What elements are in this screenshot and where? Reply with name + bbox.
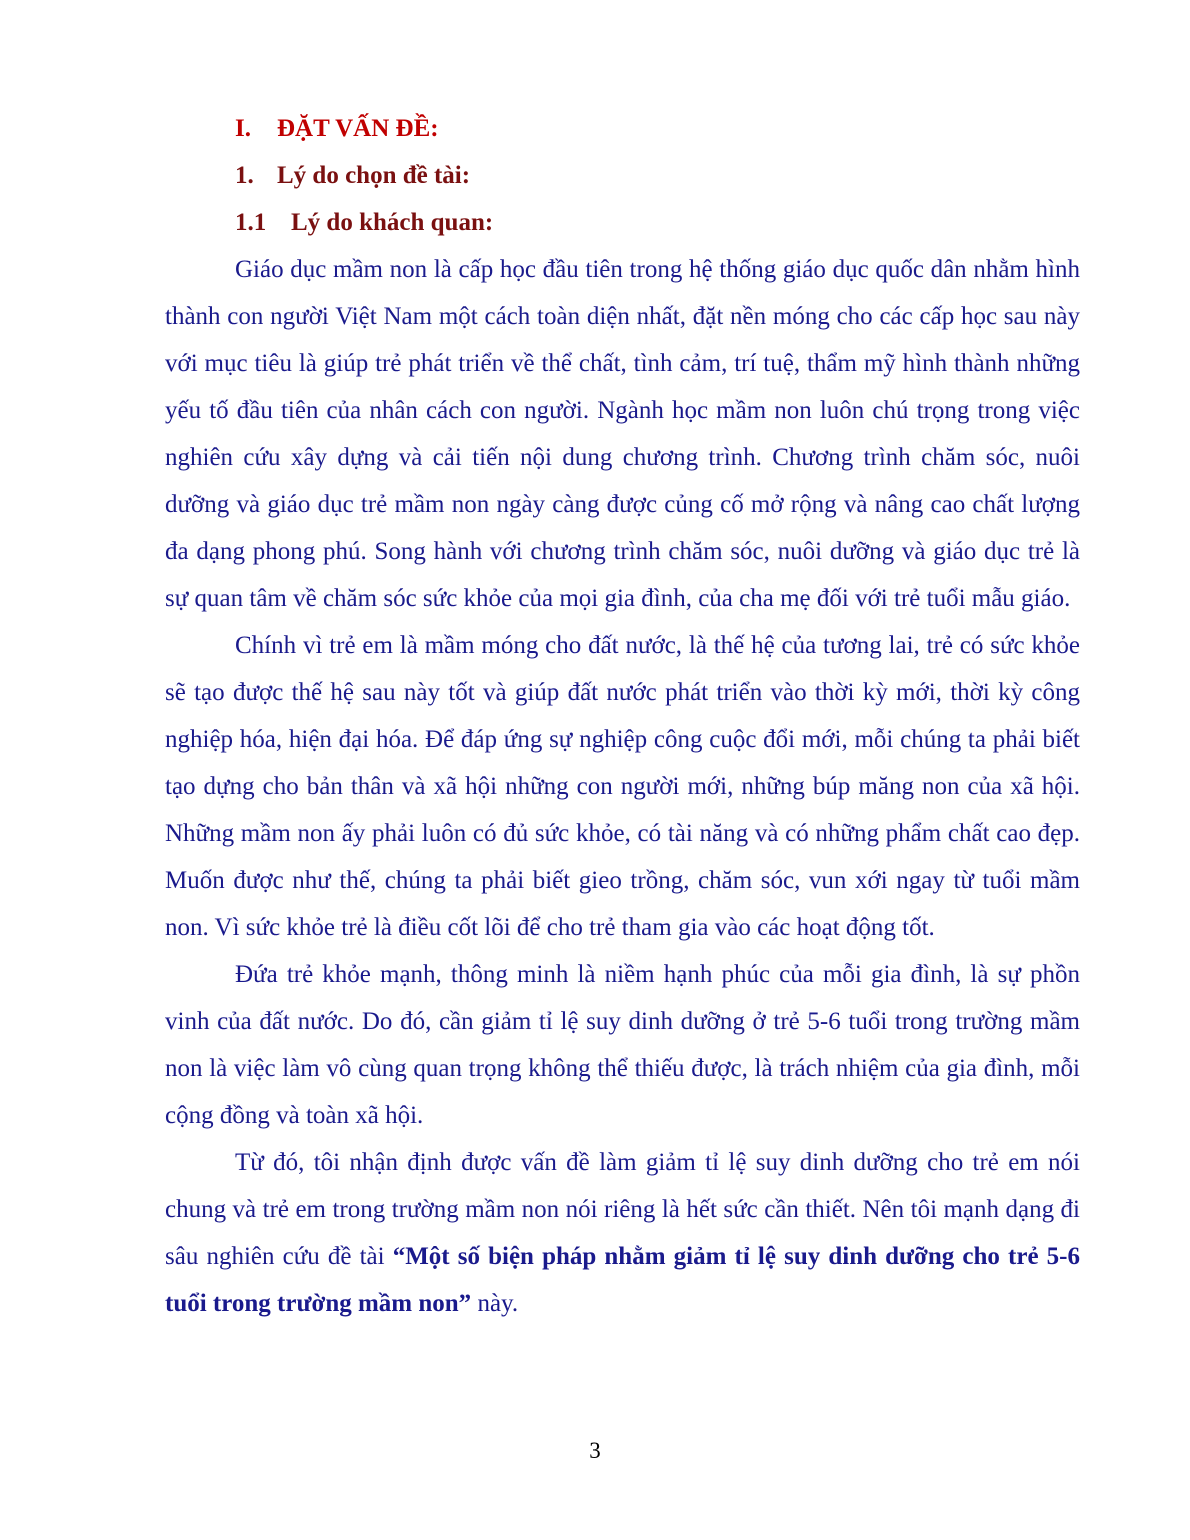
paragraph-3: Đứa trẻ khỏe mạnh, thông minh là niềm hạnh phúc của mỗi gia đình, là sự phồn vinh của đất nước. Do đó, cần giảm tỉ lệ suy dinh dưỡng ở trẻ 5-6 tuổi trong trường mầm non là việc làm vô cùng quan trọng không thể thiếu được, là trách nhiệm của gia đình, mỗi cộng đồng và toàn xã hội.: [165, 961, 1080, 1129]
paragraph-4-ending: này.: [471, 1290, 519, 1317]
section-heading: [165, 105, 1080, 152]
paragraph-4: [165, 1139, 1080, 1327]
subsection-heading: [165, 152, 1080, 199]
paragraph-1: Giáo dục mầm non là cấp học đầu tiên trong hệ thống giáo dục quốc dân nhằm hình thành con người Việt Nam một cách toàn diện nhất, đặt nền móng cho các cấp học sau này với mục tiêu là giúp trẻ phát triển về thể chất, tình cảm, trí tuệ, thẩm mỹ hình thành những yếu tố đầu tiên của nhân cách con người. Ngành học mầm non luôn chú trọng trong việc nghiên cứu xây dựng và cải tiến nội dung chương trình. Chương trình chăm sóc, nuôi dưỡng và giáo dục trẻ mầm non ngày càng được củng cố mở rộng và nâng cao chất lượng đa dạng phong phú. Song hành với chương trình chăm sóc, nuôi dưỡng và giáo dục trẻ là sự quan tâm về chăm sóc sức khỏe của mọi gia đình, của cha mẹ đối với trẻ tuổi mẫu giáo.: [165, 256, 1080, 612]
page-number: 3: [589, 1438, 601, 1463]
paragraph-2: Chính vì trẻ em là mầm móng cho đất nước, là thế hệ của tương lai, trẻ có sức khỏe sẽ tạo được thế hệ sau này tốt và giúp đất nước phát triển vào thời kỳ mới, thời kỳ công nghiệp hóa, hiện đại hóa. Để đáp ứng sự nghiệp công cuộc đổi mới, mỗi chúng ta phải biết tạo dựng cho bản thân và xã hội những con người mới, những búp măng non của xã hội. Những mầm non ấy phải luôn có đủ sức khỏe, có tài năng và có những phẩm chất cao đẹp. Muốn được như thế, chúng ta phải biết gieo trồng, chăm sóc, vun xới ngay từ tuổi mầm non. Vì sức khỏe trẻ là điều cốt lõi để cho trẻ tham gia vào các hoạt động tốt.: [165, 632, 1080, 941]
subsection-heading-text: Lý do chọn đề tài:: [277, 162, 471, 189]
subsubsection-heading-number: 1.1: [235, 209, 267, 236]
section-heading-text: ĐẶT VẤN ĐỀ:: [277, 115, 439, 142]
subsubsection-heading: [165, 199, 1080, 246]
subsection-heading-number: 1.: [235, 162, 254, 189]
document-page: [165, 105, 1080, 1327]
paragraph-4-text: Từ đó, tôi nhận định được vấn đề làm giảm tỉ lệ suy dinh dưỡng cho trẻ em nói chung và trẻ em trong trường mầm non nói riêng là hết sức cần thiết. Nên tôi mạnh dạng đi sâu nghiên cứu đề tài: [165, 1149, 1080, 1270]
section-heading-number: I.: [235, 115, 251, 142]
subsubsection-heading-text: Lý do khách quan:: [291, 209, 494, 236]
project-title: “Một số biện pháp nhằm giảm tỉ lệ suy dinh dưỡng cho trẻ 5-6 tuổi trong trường mầm non”: [165, 1243, 1080, 1317]
